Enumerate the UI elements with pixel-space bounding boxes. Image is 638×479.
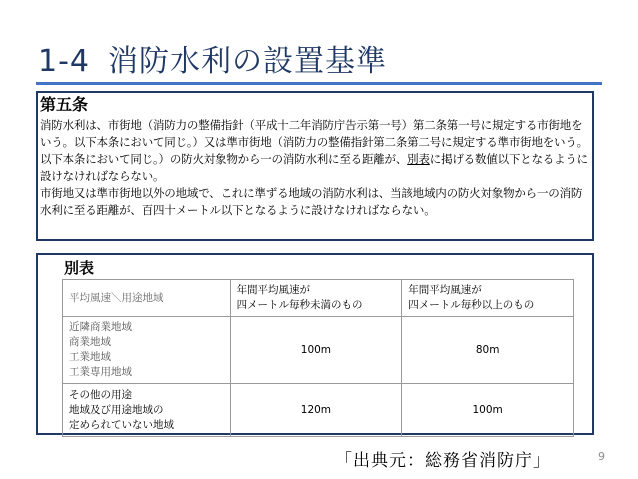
area-line: 商業地域 <box>69 336 111 348</box>
article-paragraph-2: 市街地又は準市街地以外の地域で、これに準ずる地域の消防水利は、当該地域内の防火対象物から一の消防水利に至る距離が、百四十メートル以下となるように設けなければならない。 <box>40 186 583 217</box>
article-paragraph-1-text-b: に掲げる数値以下となるように設けなければならない。 <box>40 152 588 183</box>
article-heading: 第五条 <box>40 95 89 114</box>
appendix-table-box <box>36 253 594 435</box>
article-box <box>36 91 594 241</box>
slide-number: 1-4 <box>38 44 90 79</box>
slide-title <box>38 36 387 80</box>
appendix-table-heading: 別表 <box>64 259 95 277</box>
column-header-line: 四メートル毎秒以上のもの <box>408 299 535 311</box>
column-header-line: 四メートル毎秒未満のもの <box>236 299 363 311</box>
area-line: 工業専用地域 <box>69 366 132 378</box>
source-citation: 「出典元：総務省消防庁」 <box>335 451 551 471</box>
column-header-4ms-or-more <box>402 280 574 317</box>
table-row <box>63 317 574 384</box>
distance-standard-table <box>62 279 574 437</box>
column-header-line: 年間平均風速が <box>236 284 311 296</box>
page-number: 9 <box>598 450 605 463</box>
area-line: 定められていない地域 <box>69 418 174 431</box>
area-cell-commercial-industrial <box>63 317 231 384</box>
corner-header: 平均風速＼用途地域 <box>63 280 231 317</box>
area-cell-other <box>63 384 231 437</box>
table-header-row <box>63 280 574 317</box>
article-paragraph-1-text-a: 消防水利は、市街地（消防力の整備指針（平成十二年消防庁告示第一号）第二条第一号に規定する市街地をいう。以下本条において同じ。）又は準市街地（消防力の整備指針第二条第二号に規定する準市街地をいう。以下本条において同じ。）の防火対象物から一の消防水利に至る距離が、 <box>40 118 588 166</box>
distance-value-cell: 100m <box>402 384 574 437</box>
column-header-below-4ms <box>230 280 402 317</box>
slide-title-text: 消防水利の設置基準 <box>108 44 387 79</box>
area-line: 近隣商業地域 <box>69 321 132 333</box>
area-line: 工業地域 <box>69 351 111 363</box>
table-row <box>63 384 574 437</box>
distance-value-cell: 100m <box>230 317 402 384</box>
appendix-table-link[interactable]: 別表 <box>407 152 430 166</box>
article-body <box>40 117 592 219</box>
area-line: その他の用途 <box>69 388 132 401</box>
distance-value-cell: 120m <box>230 384 402 437</box>
title-underline <box>36 82 602 85</box>
area-line: 地域及び用途地域の <box>69 403 164 416</box>
distance-value-cell: 80m <box>402 317 574 384</box>
column-header-line: 年間平均風速が <box>408 284 482 296</box>
article-paragraph-1 <box>40 117 592 185</box>
